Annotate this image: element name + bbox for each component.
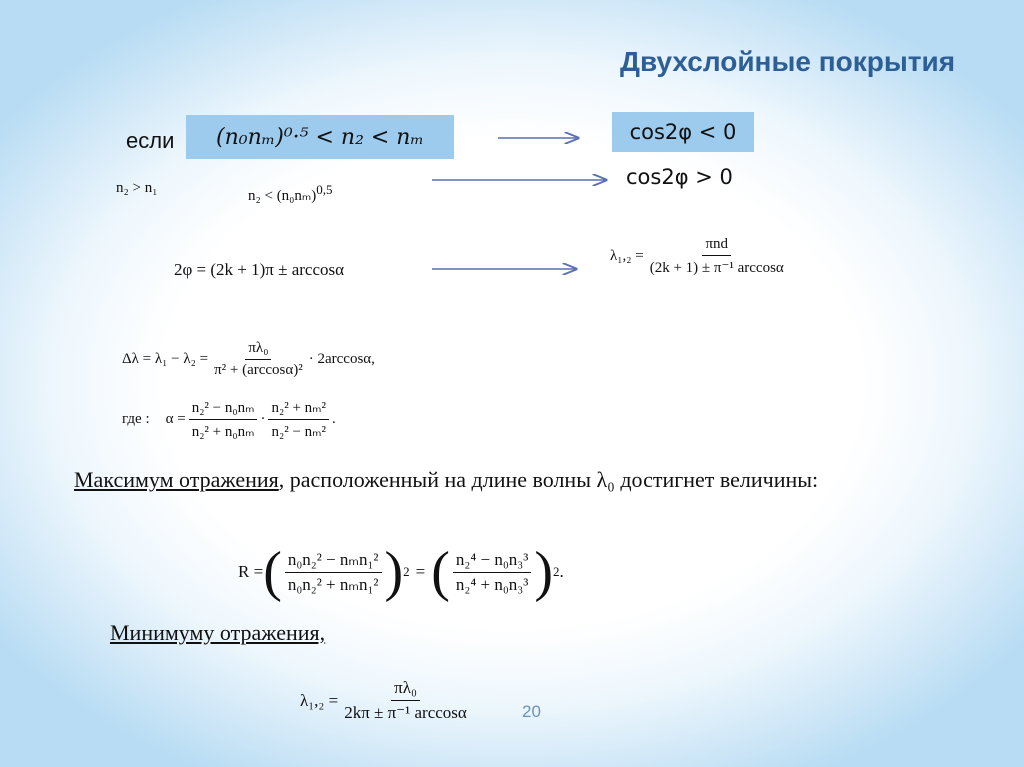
formula-delta-tail: · 2arccosα,	[308, 351, 375, 367]
result-plain: cos2φ > 0	[626, 165, 733, 189]
formula-lambda-num: πnd	[702, 236, 731, 256]
formula-min-lhs: λ₁,₂ =	[300, 690, 339, 710]
formula-r-exp-1: 2	[403, 564, 410, 579]
formula-lambda-lhs: λ₁,₂ =	[610, 248, 644, 264]
formula-min-num: πλ₀	[391, 678, 420, 701]
paren-right-icon: )	[534, 541, 553, 603]
min-reflection-label	[110, 620, 325, 646]
formula-alpha-f1-num: n₂² − n₀nₘ	[189, 398, 258, 420]
paren-right-icon: )	[384, 541, 404, 603]
formula-r-f1-num: n₀n₂² − nₘn₁²	[285, 550, 382, 573]
result-highlight-text: cos2φ < 0	[629, 120, 737, 144]
max-reflection-term: Максимум отражения	[74, 467, 279, 492]
formula-alpha-end: .	[332, 411, 336, 427]
formula-r-f1-den: n₀n₂² + nₘn₁²	[287, 574, 379, 594]
formula-alpha	[122, 398, 336, 441]
formula-alpha-f1-den: n₂² + n₀nₘ	[191, 424, 255, 440]
formula-r-eq: =	[415, 562, 426, 581]
formula-alpha-lhs: α =	[165, 411, 186, 427]
formula-alpha-f2-num: n₂² + nₘ²	[268, 398, 329, 420]
formula-n2-gt-n1: n₂ > n₁	[116, 180, 158, 196]
slide-title: Двухслойные покрытия	[620, 46, 956, 77]
formula-r-f2-den: n₂⁴ + n₀n₃³	[455, 574, 529, 594]
paren-left-icon: (	[263, 541, 282, 603]
result-highlight	[612, 112, 754, 152]
formula-min-lambda	[300, 678, 473, 723]
formula-r-f2-num: n₂⁴ − n₀n₃³	[453, 550, 531, 573]
paren-left-icon: (	[431, 541, 450, 603]
min-reflection-term: Минимуму отражения,	[110, 620, 326, 645]
formula-r-end: .	[559, 562, 564, 581]
max-reflection-text: , расположенный на длине волны λ₀ достигнет величины:	[278, 467, 819, 492]
formula-delta-den: π² + (arccosα)²	[214, 362, 303, 378]
formula-min-fraction	[341, 678, 470, 723]
formula-lambda	[610, 236, 790, 277]
formula-r-exp-2: 2	[552, 564, 560, 579]
where-label: где :	[122, 411, 150, 427]
formula-n2-lt-exp: 0,5	[316, 182, 333, 197]
formula-min-den: 2kπ ± π⁻¹ arccosα	[344, 703, 467, 722]
condition-highlight	[186, 115, 454, 159]
formula-phase: 2φ = (2k + 1)π ± arccosα	[174, 260, 345, 279]
formula-alpha-dot: ·	[260, 411, 266, 427]
formula-n2-lt	[248, 182, 333, 205]
page-number: 20	[522, 702, 541, 721]
formula-delta-fraction	[211, 340, 306, 379]
formula-delta-lambda	[122, 340, 375, 379]
formula-r-fraction-2	[453, 550, 531, 595]
formula-r	[238, 541, 564, 603]
condition-highlight-text: (n₀nₘ)⁰·⁵ < n₂ < nₘ	[216, 124, 424, 150]
condition-label: если	[126, 128, 175, 153]
formula-delta-num: πλ₀	[245, 340, 271, 360]
formula-alpha-fraction-1	[189, 398, 258, 441]
formula-delta-lhs: Δλ = λ₁ − λ₂ =	[122, 351, 209, 367]
formula-alpha-fraction-2	[268, 398, 329, 441]
formula-r-lhs: R =	[238, 562, 264, 581]
formula-r-fraction-1	[285, 550, 382, 595]
formula-lambda-fraction	[647, 236, 787, 277]
formula-lambda-den: (2k + 1) ± π⁻¹ arccosα	[649, 260, 784, 276]
formula-n2-lt-body: n₂ < (n₀nₘ)	[248, 188, 317, 204]
max-reflection-paragraph	[74, 465, 974, 495]
formula-alpha-f2-den: n₂² − nₘ²	[271, 424, 326, 440]
